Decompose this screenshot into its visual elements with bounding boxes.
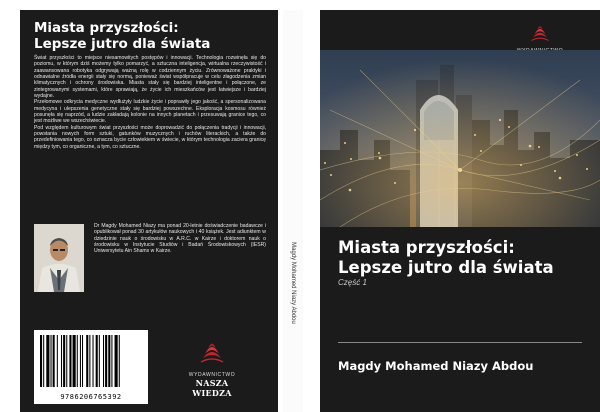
author-bio: Dr Magdy Mohamed Niazy ma ponad 20-letnie doświadczenie badawcze i opublikował ponad 30 artykułów naukowych i 40 książek. Jest adiunktem w dziedzinie nauk o środowisku w A.R.C. w Kairze i doktorem nauk o środowisku w Instytucie Studiów i Badań Środowiskowych (IESR) Uniwersytetu Ain Shams w Kairze. (94, 223, 266, 255)
back-title (34, 20, 266, 52)
author-photo (34, 224, 84, 292)
part-label: Część 1 (338, 278, 367, 287)
isbn-number: 9786206765392 (60, 393, 122, 401)
back-blurb (34, 55, 266, 150)
divider (338, 342, 582, 343)
front-title (338, 238, 554, 278)
city-skyline-image (320, 50, 600, 227)
front-title-line2: Lepsze jutro dla świata (338, 258, 554, 277)
publisher-logo-icon (197, 336, 227, 366)
isbn-barcode (34, 330, 148, 404)
blurb-paragraph-3: Pod względem kulturowym świat przyszłości może doprowadzić do połączenia tradycji i innowacji, powstania nowych form sztuki, gatunków muzycznych i ruchów literackich, a także do przedefiniowania tego, co oznacza bycie człowiekiem w świecie, w którym technologia zaciera granicę między tym, co organiczne, a tym, co sztuczne. (34, 124, 266, 150)
back-publisher-main: NASZA WIEDZA (192, 378, 232, 398)
front-cover (320, 10, 600, 412)
back-cover (20, 10, 278, 412)
back-title-line2: Lepsze jutro dla świata (34, 36, 211, 52)
back-title-line1: Miasta przyszłości: (34, 20, 179, 36)
barcode-bars (34, 330, 148, 392)
blurb-paragraph-2: Przełomowe odkrycia medyczne wydłużyły ludzkie życie i poprawiły jego jakość, a spersonalizowana medycyna i ulepszenia genetyczne stały się bardziej powszechne. Eksploracja kosmosu również posunęła się naprzód, a ludzie zakładają kolonie na innych planetach i przesuwają granice tego, co jest możliwe we wszechświecie. (34, 99, 266, 125)
blurb-paragraph-1: Świat przyszłości to miejsce niesamowitych postępów i innowacji. Technologia rozwinęła się do poziomu, w którym dziś możemy tylko pomarzyć, a sztuczna inteligencja, wirtualna rzeczywistość i zaawansowana robotyka odgrywają ważną rolę w codziennym życiu. Zrównoważone praktyki i odnawialne źródła energii stały się normą, ponieważ świat współpracuje w celu złagodzenia zmian klimatycznych i ochrony środowiska. Miasta stały się bardziej inteligentne i połączone, ze zintegrowanymi systemami, które sprawiają, że życie ich mieszkańców jest łatwiejsze i bardziej wydajne. (34, 55, 266, 100)
front-title-line1: Miasta przyszłości: (338, 238, 515, 257)
back-publisher-logo (180, 336, 244, 398)
spine (283, 10, 303, 412)
back-publisher-small: WYDAWNICTWO (188, 372, 236, 378)
spine-author: Magdy Mohamed Niazy Abdou (290, 242, 296, 325)
front-author: Magdy Mohamed Niazy Abdou (338, 359, 534, 373)
publisher-logo-icon (528, 22, 552, 42)
